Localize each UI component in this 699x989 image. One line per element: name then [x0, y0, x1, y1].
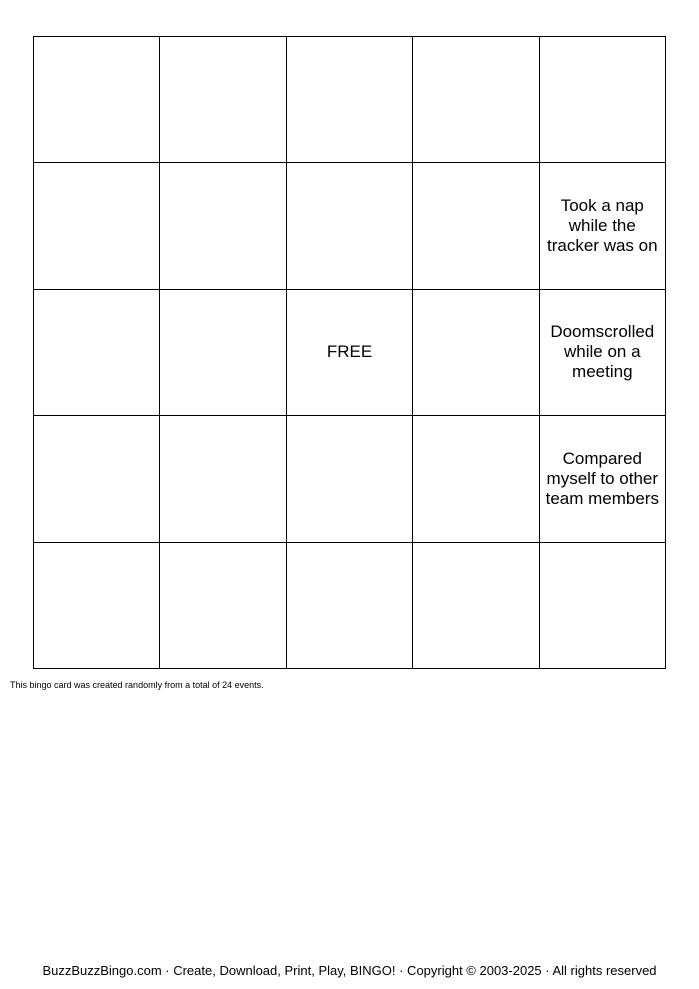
- bingo-cell-text: Compared myself to other team members: [545, 448, 659, 508]
- bingo-cell: [160, 290, 286, 416]
- bingo-cell: [540, 37, 666, 163]
- bingo-cell: [287, 416, 413, 542]
- bingo-cell: [34, 290, 160, 416]
- bingo-cell: [34, 543, 160, 669]
- bingo-cell: [160, 543, 286, 669]
- bingo-cell: [287, 543, 413, 669]
- bingo-cell: [540, 290, 666, 416]
- bingo-cell: [413, 416, 539, 542]
- bingo-cell-text: Doomscrolled while on a meeting: [550, 322, 655, 382]
- bingo-cell: [160, 37, 286, 163]
- bingo-cell: [540, 543, 666, 669]
- bingo-cell: [540, 163, 666, 289]
- bingo-cell: [160, 416, 286, 542]
- bingo-cell: [540, 416, 666, 542]
- bingo-cell: [160, 163, 286, 289]
- bingo-cell: [287, 163, 413, 289]
- bingo-free-cell-text: FREE: [326, 342, 373, 362]
- card-caption: This bingo card was created randomly from a total of 24 events.: [10, 680, 264, 690]
- bingo-card-grid: [33, 36, 666, 669]
- bingo-cell: [34, 163, 160, 289]
- bingo-cell: [413, 543, 539, 669]
- bingo-cell: [413, 290, 539, 416]
- bingo-cell: [34, 37, 160, 163]
- bingo-cell: [413, 163, 539, 289]
- bingo-cell: [287, 37, 413, 163]
- bingo-cell-text: Took a nap while the tracker was on: [547, 196, 658, 256]
- bingo-cell: [413, 37, 539, 163]
- page-footer: BuzzBuzzBingo.com · Create, Download, Print, Play, BINGO! · Copyright © 2003-2025 · All rights reserved: [42, 963, 657, 978]
- bingo-cell: [34, 416, 160, 542]
- bingo-free-cell: [287, 290, 413, 416]
